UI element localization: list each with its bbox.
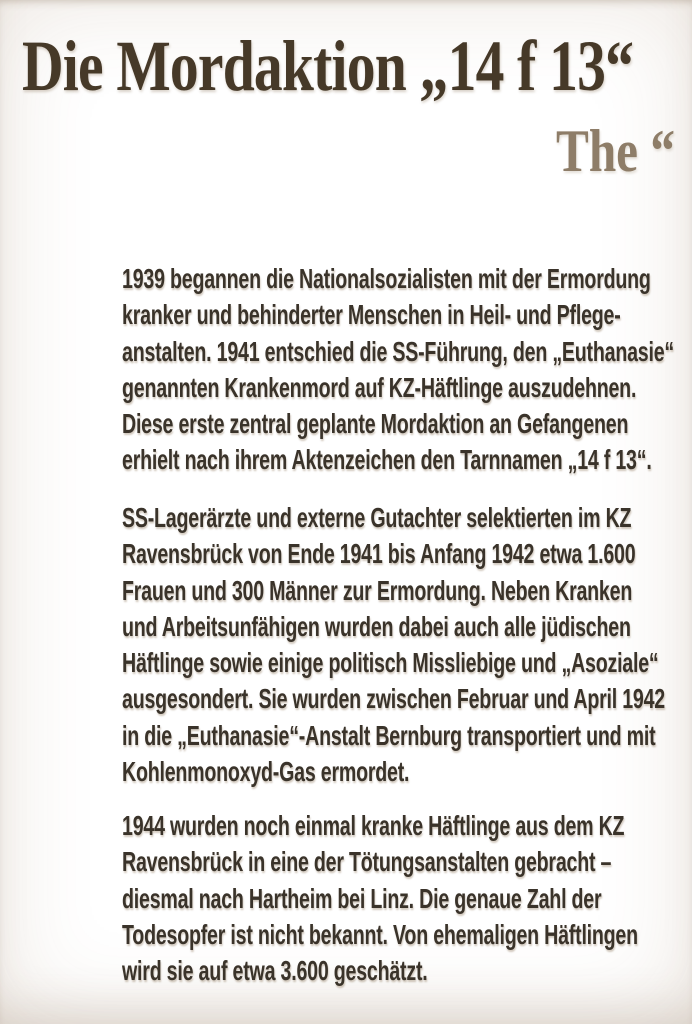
text-line: Ravensbrück in eine der Tötungsanstalten gebracht – <box>122 846 612 878</box>
panel-title-english-partial: The “ <box>556 118 675 184</box>
text-line: Frauen und 300 Männer zur Ermordung. Neben Kranken <box>122 574 633 606</box>
text-line: ausgesondert. Sie wurden zwischen Februar und April 1942 <box>122 683 665 715</box>
text-line: 1944 wurden noch einmal kranke Häftlinge aus dem KZ <box>122 810 625 841</box>
paragraph-3 <box>122 808 682 989</box>
text-line: genannten Krankenmord auf KZ-Häftlinge auszudehnen. <box>122 371 637 403</box>
panel-title-german: Die Mordaktion „14 f 13“ <box>22 26 634 106</box>
text-line: Diese erste zentral geplante Mordaktion an Gefangenen <box>122 408 629 440</box>
text-line: anstalten. 1941 entschied die SS-Führung, den „Euthanasie“ <box>122 335 674 367</box>
text-line: Todesopfer ist nicht bekannt. Von ehemaligen Häftlingen <box>122 918 638 950</box>
text-line: in die „Euthanasie“-Anstalt Bernburg transportiert und mit <box>122 719 656 751</box>
text-line: und Arbeitsunfähigen wurden dabei auch alle jüdischen <box>122 610 631 642</box>
text-line: 1939 begannen die Nationalsozialisten mit der Ermordung <box>122 263 651 294</box>
text-line: Ravensbrück von Ende 1941 bis Anfang 1942 etwa 1.600 <box>122 538 636 570</box>
text-line: kranker und behinderter Menschen in Heil- und Pflege- <box>122 299 621 331</box>
text-line: Kohlenmonoxyd-Gas ermordet. <box>122 756 410 788</box>
text-line: Häftlinge sowie einige politisch Missliebige und „Asoziale“ <box>122 647 659 679</box>
paragraph-2 <box>122 500 682 790</box>
paragraph-1 <box>122 261 682 479</box>
text-line: SS-Lagerärzte und externe Gutachter selektierten im KZ <box>122 502 632 533</box>
text-line: wird sie auf etwa 3.600 geschätzt. <box>122 955 428 987</box>
text-line: diesmal nach Hartheim bei Linz. Die genaue Zahl der <box>122 882 602 914</box>
text-line: erhielt nach ihrem Aktenzeichen den Tarnnamen „14 f 13“. <box>122 444 652 476</box>
